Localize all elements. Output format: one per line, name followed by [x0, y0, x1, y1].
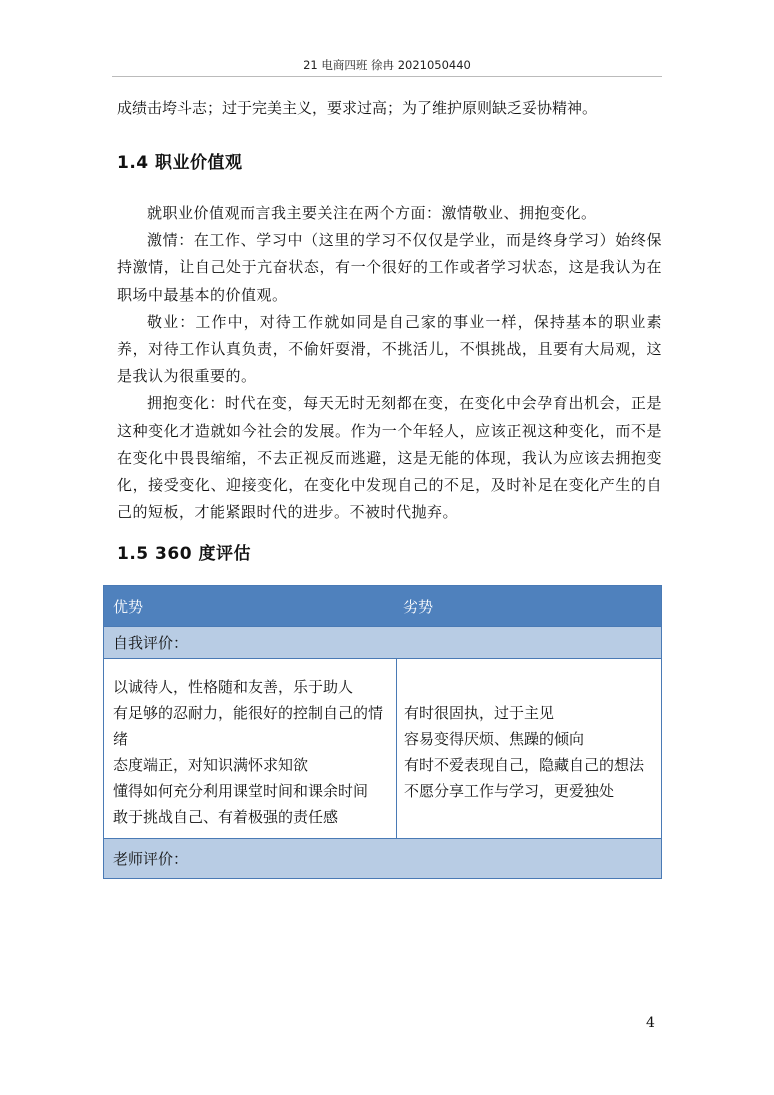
list-item: 有时不爱表现自己，隐藏自己的想法 — [404, 756, 645, 774]
intro-paragraph: 成绩击垮斗志；过于完美主义，要求过高；为了维护原则缺乏妥协精神。 — [117, 99, 598, 117]
page-number: 4 — [646, 1015, 655, 1031]
career-values-body — [117, 200, 662, 526]
list-item: 绪 — [113, 730, 129, 748]
weaknesses-cell — [397, 659, 661, 838]
paragraph: 就职业价值观而言我主要关注在两个方面：激情敬业、拥抱变化。 — [147, 204, 597, 222]
header-divider — [112, 76, 662, 77]
list-item: 以诚待人，性格随和友善，乐于助人 — [113, 678, 354, 696]
evaluation-table — [103, 585, 662, 879]
self-evaluation-content-row — [104, 658, 661, 838]
list-item: 不愿分享工作与学习，更爱独处 — [404, 782, 615, 800]
column-header-weaknesses: 劣势 — [403, 597, 434, 616]
list-item: 敢于挑战自己、有着极强的责任感 — [113, 808, 339, 826]
column-header-strengths: 优势 — [113, 597, 144, 616]
section-heading-360-evaluation: 1.5 360 度评估 — [117, 544, 251, 564]
strengths-cell — [104, 659, 397, 838]
list-item: 容易变得厌烦、焦躁的倾向 — [404, 730, 585, 748]
paragraph: 激情：在工作、学习中（这里的学习不仅仅是学业，而是终身学习）始终保持激情，让自己处于亢奋状态，有一个很好的工作或者学习状态，这是我认为在职场中最基本的价值观。 — [117, 231, 662, 304]
table-header-row — [104, 586, 661, 626]
paragraph: 拥抱变化：时代在变，每天无时无刻都在变，在变化中会孕育出机会，正是这种变化才造就如今社会的发展。作为一个年轻人，应该正视这种变化，而不是在变化中畏畏缩缩，不去正视反而逃避，这是无能的体现，我认为应该去拥抱变化，接受变化、迎接变化，在变化中发现自己的不足，及时补足在变化产生的自己的短板，才能紧跟时代的进步。不被时代抛弃。 — [117, 394, 662, 522]
self-evaluation-label: 自我评价： — [104, 626, 661, 658]
list-item: 有足够的忍耐力，能很好的控制自己的情 — [113, 704, 384, 722]
section-heading-career-values: 1.4 职业价值观 — [117, 153, 243, 173]
teacher-evaluation-label: 老师评价： — [104, 838, 661, 878]
page-header: 21 电商四班 徐冉 2021050440 — [303, 58, 471, 72]
paragraph: 敬业：工作中，对待工作就如同是自己家的事业一样，保持基本的职业素养，对待工作认真负责，不偷奸耍滑，不挑活儿，不惧挑战，且要有大局观，这是我认为很重要的。 — [117, 312, 662, 386]
list-item: 态度端正，对知识满怀求知欲 — [113, 756, 309, 774]
list-item: 懂得如何充分利用课堂时间和课余时间 — [113, 782, 369, 800]
list-item: 有时很固执，过于主见 — [404, 704, 555, 722]
